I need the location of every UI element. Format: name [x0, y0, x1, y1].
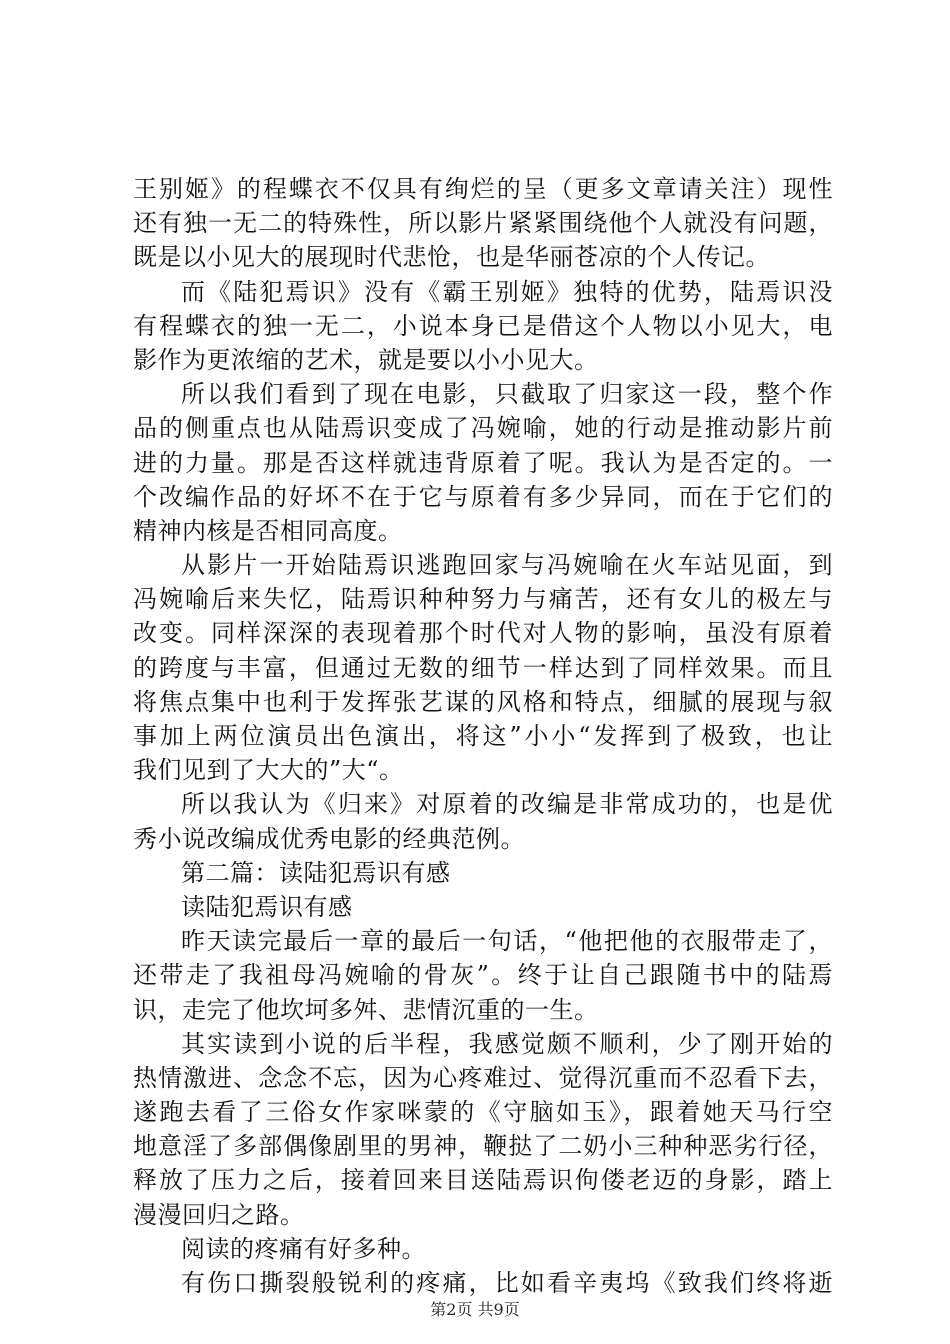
text-line: 有伤口撕裂般锐利的疼痛，比如看辛夷坞《致我们终将逝 — [181, 1269, 833, 1297]
section-heading: 第二篇：读陆犯焉识有感 — [181, 858, 451, 887]
text-line: 热情激进、念念不忘，因为心疼难过、觉得沉重而不忍看下去， — [133, 1063, 833, 1092]
text-line: 而《陆犯焉识》没有《霸王别姬》独特的优势，陆焉识没 — [181, 277, 833, 306]
text-line: 事加上两位演员出色演出，将这”小小“发挥到了极致，也让 — [133, 722, 833, 750]
text-line: 释放了压力之后，接着回来目送陆焉识佝偻老迈的身影，踏上 — [133, 1166, 833, 1195]
text-line: 个改编作品的好坏不在于它与原着有多少异同，而在于它们的 — [133, 482, 833, 511]
text-line: 进的力量。那是否这样就违背原着了呢。我认为是否定的。一 — [133, 448, 833, 477]
text-line: 有程蝶衣的独一无二，小说本身已是借这个人物以小见大，电 — [133, 311, 833, 340]
text-line: 王别姬》的程蝶衣不仅具有绚烂的呈（更多文章请关注）现性 — [133, 175, 833, 203]
text-line: 还带走了我祖母冯婉喻的骨灰”。终于让自己跟随书中的陆焉 — [133, 961, 833, 990]
text-line: 其实读到小说的后半程，我感觉颇不顺利，少了刚开始的 — [181, 1029, 833, 1058]
text-line: 改变。同样深深的表现着那个时代对人物的影响，虽没有原着 — [133, 619, 833, 648]
text-line: 我们见到了大大的”大“。 — [133, 756, 404, 785]
text-line: 漫漫回归之路。 — [133, 1200, 305, 1229]
text-line: 还有独一无二的特殊性，所以影片紧紧围绕他个人就没有问题， — [133, 209, 833, 238]
text-line: 阅读的疼痛有好多种。 — [181, 1234, 426, 1263]
text-line: 昨天读完最后一章的最后一句话，“他把他的衣服带走了， — [181, 927, 833, 956]
text-line: 品的侧重点也从陆焉识变成了冯婉喻，她的行动是推动影片前 — [133, 414, 833, 443]
article-title: 读陆犯焉识有感 — [181, 892, 353, 921]
text-line: 从影片一开始陆焉识逃跑回家与冯婉喻在火车站见面，到 — [181, 551, 833, 580]
text-line: 既是以小见大的展现时代悲怆，也是华丽苍凉的个人传记。 — [133, 243, 770, 272]
text-line: 所以我认为《归来》对原着的改编是非常成功的，也是优 — [181, 790, 833, 819]
document-body — [133, 172, 833, 1300]
text-line: 所以我们看到了现在电影，只截取了归家这一段，整个作 — [181, 380, 833, 409]
text-line: 将焦点集中也利于发挥张艺谋的风格和特点，细腻的展现与叙 — [133, 687, 833, 716]
text-line: 影作为更浓缩的艺术，就是要以小小见大。 — [133, 345, 599, 374]
text-line: 秀小说改编成优秀电影的经典范例。 — [133, 824, 525, 853]
text-line: 精神内核是否相同高度。 — [133, 516, 403, 545]
text-line: 的跨度与丰富，但通过无数的细节一样达到了同样效果。而且 — [133, 653, 833, 682]
text-line: 冯婉喻后来失忆，陆焉识种种努力与痛苦，还有女儿的极左与 — [133, 585, 833, 614]
page-indicator: 第2页 共9页 — [430, 1300, 520, 1319]
text-line: 地意淫了多部偶像剧里的男神，鞭挞了二奶小三种种恶劣行径， — [133, 1132, 833, 1161]
text-line: 遂跑去看了三俗女作家咪蒙的《守脑如玉》，跟着她天马行空 — [133, 1098, 833, 1127]
text-line: 识，走完了他坎坷多舛、悲情沉重的一生。 — [133, 995, 599, 1024]
